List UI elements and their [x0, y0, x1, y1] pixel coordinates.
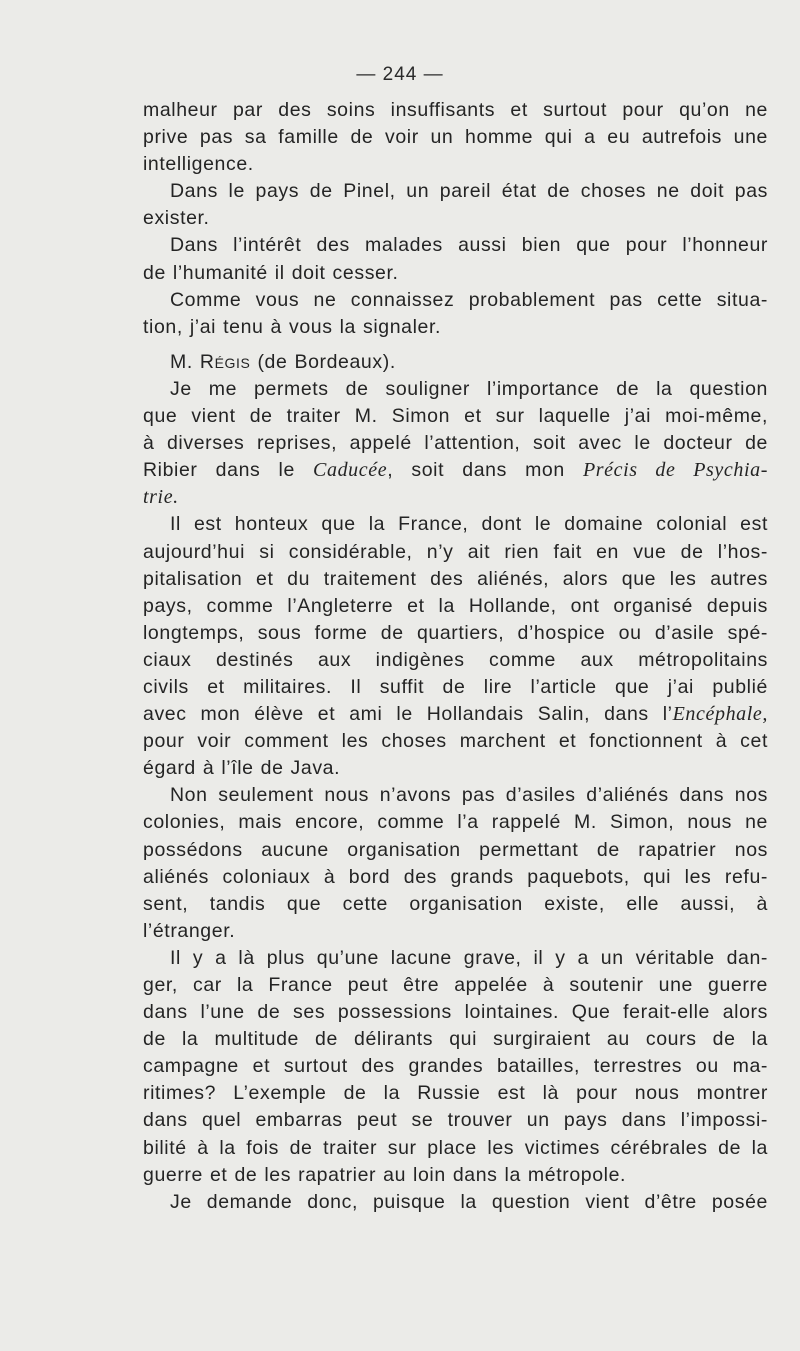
- text-line: égard à l’île de Java.: [143, 757, 341, 780]
- text-line: aliénés coloniaux à bord des grands paquebots, qui les refu-: [143, 865, 768, 888]
- text-line: à diverses reprises, appelé l’attention, soit avec le docteur de: [143, 432, 768, 455]
- text-span: avec mon élève et ami le Hollandais Salin, dans l’: [143, 703, 673, 726]
- text-span: Ribier dans le: [143, 459, 314, 482]
- speaker-affiliation: (de Bordeaux).: [250, 350, 396, 373]
- text-line: malheur par des soins insuffisants et surtout pour qu’on ne: [143, 99, 768, 121]
- italic-title: Encéphale,: [672, 703, 768, 726]
- text-line: prive pas sa famille de voir un homme qui a eu autrefois une: [143, 126, 768, 149]
- text-line: bilité à la fois de traiter sur place les victimes cérébrales de la: [143, 1136, 768, 1159]
- page-number: — 244 —: [356, 64, 444, 85]
- speaker-heading: [143, 349, 768, 376]
- text-line: sent, tandis que cette organisation existe, elle aussi, à: [143, 892, 768, 915]
- text-line: pour voir comment les choses marchent et fonctionnent à cet: [143, 730, 768, 753]
- text-line: campagne et surtout des grandes batailles, terrestres ou ma-: [143, 1055, 768, 1078]
- body-text: [143, 97, 768, 1216]
- text-line: ger, car la France peut être appelée à soutenir une guerre: [143, 974, 768, 996]
- italic-title: Caducée: [313, 459, 388, 482]
- paragraph: [143, 945, 768, 1189]
- text-line: Dans l’intérêt des malades aussi bien que pour l’honneur: [170, 234, 768, 257]
- text-line: aujourd’hui si considérable, n’y ait rien fait en vue de l’hos-: [143, 540, 768, 563]
- text-line: dans l’une de ses possessions lointaines. Que ferait-elle alors: [143, 1001, 768, 1024]
- text-line: [143, 701, 768, 728]
- paragraph: [143, 232, 768, 286]
- text-line: Comme vous ne connaissez probablement pas cette situa-: [170, 288, 768, 311]
- paragraph: [143, 178, 768, 232]
- text-line: pitalisation et du traitement des aliénés, alors que les autres: [143, 567, 768, 590]
- text-line: colonies, mais encore, comme l’a rappelé M. Simon, nous ne: [143, 811, 768, 834]
- text-line: [143, 349, 768, 376]
- speaker-prefix: M.: [170, 350, 200, 373]
- speaker-name: Régis: [199, 350, 251, 373]
- text-line: Je me permets de souligner l’importance de la question: [170, 377, 768, 400]
- text-line: possédons aucune organisation permettant de rapatrier nos: [143, 838, 768, 861]
- text-line: ritimes? L’exemple de la Russie est là pour nous montrer: [143, 1082, 768, 1105]
- text-line: que vient de traiter M. Simon et sur laquelle j’ai moi-même,: [143, 405, 768, 428]
- text-line: ciaux destinés aux indigènes comme aux métropolitains: [143, 648, 768, 671]
- text-line: guerre et de les rapatrier au loin dans la métropole.: [143, 1163, 627, 1186]
- italic-title: Précis de Psychia-: [582, 459, 768, 482]
- text-line: Il est honteux que la France, dont le domaine colonial est: [170, 513, 768, 536]
- text-line: civils et militaires. Il suffit de lire l’article que j’ai publié: [143, 675, 768, 698]
- paragraph: [143, 1189, 768, 1216]
- text-line: tion, j’ai tenu à vous la signaler.: [143, 315, 442, 338]
- text-line: [143, 457, 768, 484]
- text-line: l’étranger.: [143, 919, 236, 942]
- text-line: de la multitude de délirants qui surgiraient au cours de la: [143, 1028, 768, 1051]
- text-line: intelligence.: [143, 153, 254, 176]
- text-line: dans quel embarras peut se trouver un pays dans l’impossi-: [143, 1109, 768, 1132]
- text-span: , soit dans mon: [387, 459, 583, 482]
- paragraph: [143, 782, 768, 945]
- text-line: de l’humanité il doit cesser.: [143, 261, 399, 284]
- paragraph: [143, 511, 768, 782]
- text-line: exister.: [143, 207, 210, 230]
- paragraph: [143, 287, 768, 341]
- text-line: Dans le pays de Pinel, un pareil état de choses ne doit pas: [170, 180, 768, 203]
- text-line: longtemps, sous forme de quartiers, d’hospice ou d’asile spé-: [143, 621, 768, 644]
- text-line: pays, comme l’Angleterre et la Hollande, ont organisé depuis: [143, 594, 768, 617]
- italic-title: trie.: [143, 486, 179, 509]
- paragraph-continuation: [143, 97, 768, 178]
- text-line: Non seulement nous n’avons pas d’asiles d’aliénés dans nos: [170, 784, 768, 807]
- text-line: Je demande donc, puisque la question vient d’être posée: [170, 1190, 768, 1213]
- paragraph: [143, 376, 768, 511]
- text-line: Il y a là plus qu’une lacune grave, il y a un véritable dan-: [170, 946, 768, 969]
